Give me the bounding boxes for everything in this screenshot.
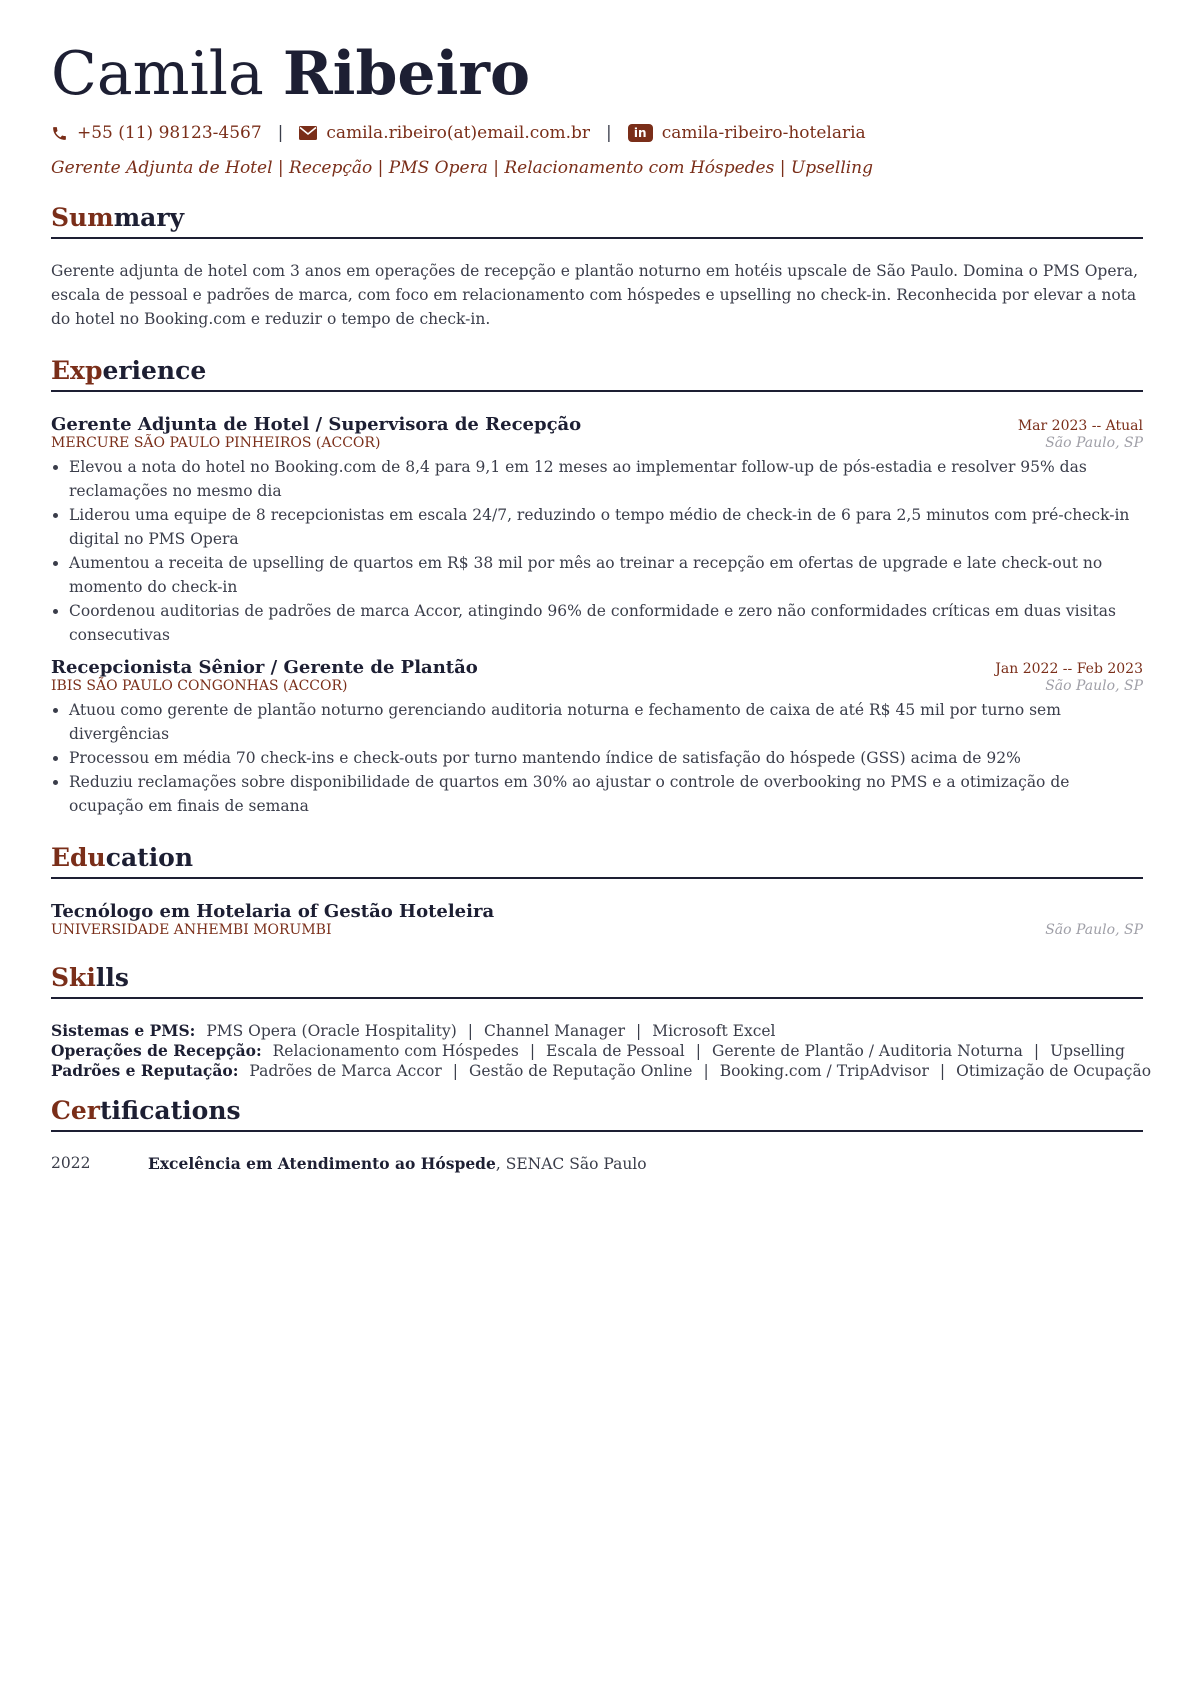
linkedin-link[interactable]: camila-ribeiro-hotelaria [661,123,866,143]
school-location: São Paulo, SP [1045,922,1143,938]
education-entry [51,901,1143,938]
first-name: Camila [51,39,264,109]
bullet-item: • Coordenou auditorias de padrões de marca Accor, atingindo 96% de conformidade e zero não conformidades críticas em duas visitas consecutivas [69,599,1143,647]
employer: IBIS SÃO PAULO CONGONHAS (ACCOR) [51,678,348,694]
job-title: Gerente Adjunta de Hotel / Supervisora de Recepção [51,414,582,435]
job-dates: Jan 2022 -- Feb 2023 [995,661,1143,677]
contact-bar [51,120,1143,146]
cert-issuer: , SENAC São Paulo [495,1155,647,1173]
degree: Tecnólogo em Hotelaria of Gestão Hoteleira [51,901,495,922]
school: UNIVERSIDADE ANHEMBI MORUMBI [51,922,332,938]
section-title-summary: Summary [51,202,1143,239]
email-link[interactable]: camila.ribeiro(at)email.com.br [326,123,591,143]
email-icon [299,126,317,140]
section-title-education: Education [51,842,1143,879]
section-title-experience: Experience [51,355,1143,392]
skill-item: Gestão de Reputação Online [469,1062,693,1080]
job-entry [51,414,1143,647]
job-bullets [51,698,1143,818]
contact-separator: | [606,123,612,143]
section-title-skills: Skills [51,962,1143,999]
job-bullets [51,455,1143,647]
skill-item: Padrões de Marca Accor [249,1062,442,1080]
cert-year: 2022 [51,1154,91,1172]
skills-list [51,1021,1152,1081]
tagline: Gerente Adjunta de Hotel | Recepção | PMS Opera | Relacionamento com Hóspedes | Upselling [51,158,874,178]
bullet-item: • Aumentou a receita de upselling de quartos em R$ 38 mil por mês ao treinar a recepção em ofertas de upgrade e late check-out no momento do check-in [69,551,1143,599]
skill-item: Upselling [1050,1042,1125,1060]
skill-item: Booking.com / TripAdvisor [719,1062,929,1080]
skill-item: Relacionamento com Hóspedes [272,1042,519,1060]
skill-item: Escala de Pessoal [546,1042,685,1060]
linkedin-icon: in [628,124,653,142]
last-name: Ribeiro [282,39,531,109]
skill-category: Padrões e Reputação: [51,1061,239,1080]
contact-separator: | [277,123,284,143]
skill-item: Microsoft Excel [652,1022,776,1040]
skill-row: Operações de Recepção: Relacionamento com Hóspedes | Escala de Pessoal | Gerente de Plantão / Auditoria Noturna | Upselling [51,1041,1125,1060]
experience-section [51,355,1143,818]
bullet-item: • Reduziu reclamações sobre disponibilidade de quartos em 30% ao ajustar o controle de overbooking no PMS e a otimização de ocupação em finais de semana [69,770,1143,818]
phone-number[interactable]: +55 (11) 98123-4567 [77,123,262,143]
job-entry [51,657,1143,818]
summary-section [51,202,1143,331]
candidate-name [51,38,1143,110]
section-title-certifications: Certifications [51,1095,1143,1132]
job-location: São Paulo, SP [1045,678,1143,694]
education-section [51,842,1143,938]
certification-entry [51,1154,1143,1173]
skill-category: Sistemas e PMS: [51,1021,196,1040]
certifications-section [51,1095,1143,1173]
skill-item: PMS Opera (Oracle Hospitality) [206,1022,457,1040]
skill-row: Padrões e Reputação: Padrões de Marca Accor | Gestão de Reputação Online | Booking.com / TripAdvisor | Otimização de Ocupação [51,1061,1152,1080]
skill-item: Gerente de Plantão / Auditoria Noturna [711,1042,1023,1060]
bullet-item: • Elevou a nota do hotel no Booking.com de 8,4 para 9,1 em 12 meses ao implementar follow-up de pós-estadia e resolver 95% das reclamações no mesmo dia [69,455,1143,503]
skill-category: Operações de Recepção: [51,1041,262,1060]
bullet-item: • Atuou como gerente de plantão noturno gerenciando auditoria noturna e fechamento de caixa de até R$ 45 mil por turno sem divergências [69,698,1143,746]
job-dates: Mar 2023 -- Atual [1017,418,1143,434]
skill-item: Otimização de Ocupação [956,1062,1152,1080]
cert-name: Excelência em Atendimento ao Hóspede [148,1154,496,1173]
skills-section [51,962,1152,1081]
bullet-item: • Liderou uma equipe de 8 recepcionistas em escala 24/7, reduzindo o tempo médio de check-in de 6 para 2,5 minutos com pré-check-in digital no PMS Opera [69,503,1143,551]
job-title: Recepcionista Sênior / Gerente de Plantão [51,657,478,678]
skill-row: Sistemas e PMS: PMS Opera (Oracle Hospitality) | Channel Manager | Microsoft Excel [51,1021,776,1040]
job-location: São Paulo, SP [1045,435,1143,451]
phone-icon [51,125,68,142]
bullet-item: • Processou em média 70 check-ins e check-outs por turno mantendo índice de satisfação do hóspede (GSS) acima de 92% [69,746,1143,770]
summary-text: Gerente adjunta de hotel com 3 anos em operações de recepção e plantão noturno em hotéis upscale de São Paulo. Domina o PMS Opera, escala de pessoal e padrões de marca, com foco em relacionamento com hóspedes e upselling no check-in. Reconhecida por elevar a nota do hotel no Booking.com e reduzir o tempo de check-in. [51,262,1139,328]
skill-item: Channel Manager [484,1022,625,1040]
employer: MERCURE SÃO PAULO PINHEIROS (ACCOR) [51,435,381,451]
